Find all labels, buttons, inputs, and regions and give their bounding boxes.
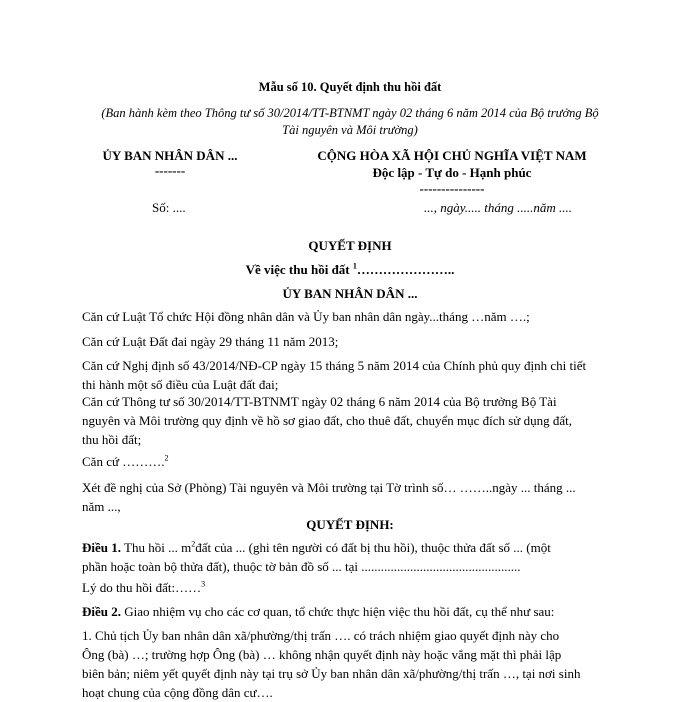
item-1-line-4: hoạt chung của cộng đồng dân cư…. xyxy=(82,685,273,700)
date-line: ..., ngày..... tháng .....năm .... xyxy=(424,200,573,215)
reason xyxy=(82,578,622,597)
basis-5-text: Căn cứ ………. xyxy=(82,454,165,469)
item-1-line-3: biên bản; niêm yết quyết định này tại trụ sở Ủy ban nhân dân xã/phường/thị trấn …, tại nơi sinh xyxy=(82,666,581,681)
basis-3-line-2: thi hành một số điều của Luật đất đai; xyxy=(82,377,279,392)
basis-4-line-2: nguyên và Môi trường quy định về hồ sơ giao đất, cho thuê đất, chuyển mục đích sử dụng đất, xyxy=(82,413,572,428)
article-2-label: Điều 2. xyxy=(82,604,121,619)
article-1-text-b: đất của ... (ghi tên người có đất bị thu hồi), thuộc thửa đất số ... (một xyxy=(195,540,551,555)
item-1-line-2: Ông (bà) …; trường hợp Ông (bà) … không nhận quyết định này hoặc vắng mặt thì phải lập xyxy=(82,647,562,662)
item-1-line-1: 1. Chủ tịch Ủy ban nhân dân xã/phường/thị trấn …. có trách nhiệm giao quyết định này cho xyxy=(82,628,560,643)
article-2-text: Giao nhiệm vụ cho các cơ quan, tổ chức thực hiện việc thu hồi đất, cụ thể như sau: xyxy=(121,604,555,619)
basis-3 xyxy=(82,356,622,394)
basis-5-footnote: 2 xyxy=(164,453,169,463)
basis-2: Căn cứ Luật Đất đai ngày 29 tháng 11 năm 2013; xyxy=(82,334,339,349)
basis-4-line-3: thu hồi đất; xyxy=(82,432,142,447)
proposal-line-1: Xét đề nghị của Sở (Phòng) Tài nguyên và Môi trường tại Tờ trình số… ……..ngày ... tháng ... xyxy=(82,480,576,495)
article-1-label: Điều 1. xyxy=(82,540,121,555)
basis-5 xyxy=(82,452,622,471)
document-number: Số: .... xyxy=(152,200,186,215)
reason-text: Lý do thu hồi đất:…… xyxy=(82,580,202,595)
form-title: Mẫu số 10. Quyết định thu hồi đất xyxy=(258,80,442,94)
basis-4-line-1: Căn cứ Thông tư số 30/2014/TT-BTNMT ngày 02 tháng 6 năm 2014 của Bộ trưởng Bộ Tài xyxy=(82,394,557,409)
subject-tail: ………………….. xyxy=(356,262,455,277)
decision-subject xyxy=(0,262,700,278)
national-dashes: --------------- xyxy=(419,181,485,196)
issuer-name: ỦY BAN NHÂN DÂN ... xyxy=(102,148,238,163)
issuer-repeat: ỦY BAN NHÂN DÂN ... xyxy=(282,286,418,301)
proposal xyxy=(82,478,622,516)
article-1-line-1 xyxy=(82,538,622,557)
proposal-line-2: năm ..., xyxy=(82,499,121,514)
article-1 xyxy=(82,538,622,576)
article-2 xyxy=(82,602,622,621)
body-title: QUYẾT ĐỊNH: xyxy=(306,517,394,532)
article-2-item-1 xyxy=(82,626,622,702)
subject-footnote: 1 xyxy=(352,261,357,271)
subject-text: Về việc thu hồi đất xyxy=(245,262,350,277)
article-1-sup: 2 xyxy=(191,539,196,549)
national-motto: Độc lập - Tự do - Hạnh phúc xyxy=(372,165,532,180)
subtitle-line-2: Tài nguyên và Môi trường) xyxy=(282,123,418,137)
basis-1: Căn cứ Luật Tổ chức Hội đồng nhân dân và Ủy ban nhân dân ngày...tháng …năm ….; xyxy=(82,309,530,324)
basis-4 xyxy=(82,392,622,449)
issuer-dashes: ------- xyxy=(154,163,186,178)
article-1-text-a: Thu hồi ... m xyxy=(121,540,192,555)
reason-footnote: 3 xyxy=(201,579,206,589)
decision-title: QUYẾT ĐỊNH xyxy=(308,238,392,253)
basis-3-line-1: Căn cứ Nghị định số 43/2014/NĐ-CP ngày 15 tháng 5 năm 2014 của Chính phủ quy định chi tiết xyxy=(82,358,587,373)
subtitle-line-1: (Ban hành kèm theo Thông tư số 30/2014/TT-BTNMT ngày 02 tháng 6 năm 2014 của Bộ trưởng Bộ xyxy=(101,106,599,120)
article-1-line-2: phần hoặc toàn bộ thửa đất), thuộc tờ bản đồ số ... tại ................................................. xyxy=(82,559,521,574)
national-name: CỘNG HÒA XÃ HỘI CHỦ NGHĨA VIỆT NAM xyxy=(317,148,587,163)
